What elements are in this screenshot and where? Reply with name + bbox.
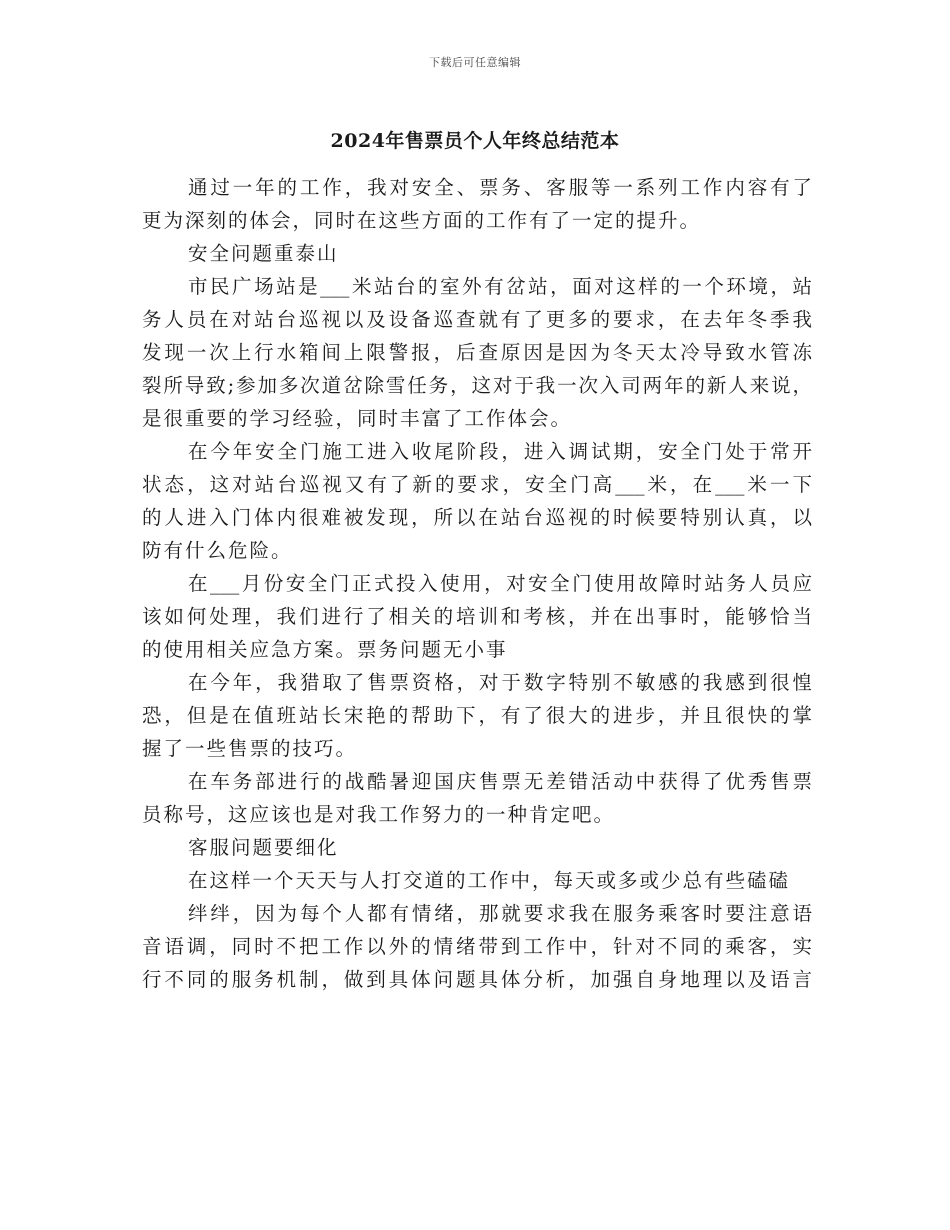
- document-title: 2024年售票员个人年终总结范本: [330, 130, 620, 152]
- body-text-line: 通过一年的工作，我对安全、票务、客服等一系列工作内容有了: [188, 176, 812, 199]
- body-text-line: 安全问题重泰山: [188, 242, 339, 265]
- body-text-line: 更为深刻的体会，同时在这些方面的工作有了一定的提升。: [142, 209, 702, 232]
- body-text-line: 的人进入门体内很难被发现，所以在站台巡视的时候要特别认真，以: [142, 506, 812, 529]
- body-text-line: 市民广场站是___米站台的室外有岔站，面对这样的一个环境，站: [188, 275, 812, 298]
- body-text-line: 握了一些售票的技巧。: [142, 737, 358, 760]
- document-body: [142, 171, 812, 996]
- body-text-line: 务人员在对站台巡视以及设备巡查就有了更多的要求，在去年冬季我: [142, 308, 812, 331]
- body-text-line: 该如何处理，我们进行了相关的培训和考核，并在出事时，能够恰当: [142, 605, 812, 628]
- body-text-line: 在今年安全门施工进入收尾阶段，进入调试期，安全门处于常开: [188, 440, 812, 463]
- body-text-line: 恐，但是在值班站长宋艳的帮助下，有了很大的进步，并且很快的掌: [142, 704, 812, 727]
- body-text-line: 是很重要的学习经验，同时丰富了工作体会。: [142, 407, 573, 430]
- page-header-note: 下载后可任意编辑: [429, 56, 521, 69]
- body-text-line: 的使用相关应急方案。票务问题无小事: [142, 638, 508, 661]
- body-text-line: 行不同的服务机制，做到具体问题具体分析，加强自身地理以及语言: [142, 968, 812, 991]
- body-text-line: 客服问题要细化: [188, 836, 339, 859]
- body-text-line: 防有什么危险。: [142, 539, 293, 562]
- body-text-line: 在这样一个天天与人打交道的工作中，每天或多或少总有些磕磕: [188, 869, 791, 892]
- body-text-line: 在今年，我猎取了售票资格，对于数字特别不敏感的我感到很惶: [188, 671, 812, 694]
- body-text-line: 裂所导致;参加多次道岔除雪任务，这对于我一次入司两年的新人来说，: [142, 374, 812, 397]
- body-text-line: 在车务部进行的战酷暑迎国庆售票无差错活动中获得了优秀售票: [188, 770, 812, 793]
- body-text-line: 在___月份安全门正式投入使用，对安全门使用故障时站务人员应: [188, 572, 812, 595]
- body-text-line: 音语调，同时不把工作以外的情绪带到工作中，针对不同的乘客，实: [142, 935, 812, 958]
- body-text-line: 员称号，这应该也是对我工作努力的一种肯定吧。: [142, 803, 616, 826]
- body-text-line: 发现一次上行水箱间上限警报，后查原因是因为冬天太冷导致水管冻: [142, 341, 812, 364]
- body-text-line: 绊绊，因为每个人都有情绪，那就要求我在服务乘客时要注意语: [188, 902, 812, 925]
- body-text-line: 状态，这对站台巡视又有了新的要求，安全门高___米，在___米一下: [142, 473, 812, 496]
